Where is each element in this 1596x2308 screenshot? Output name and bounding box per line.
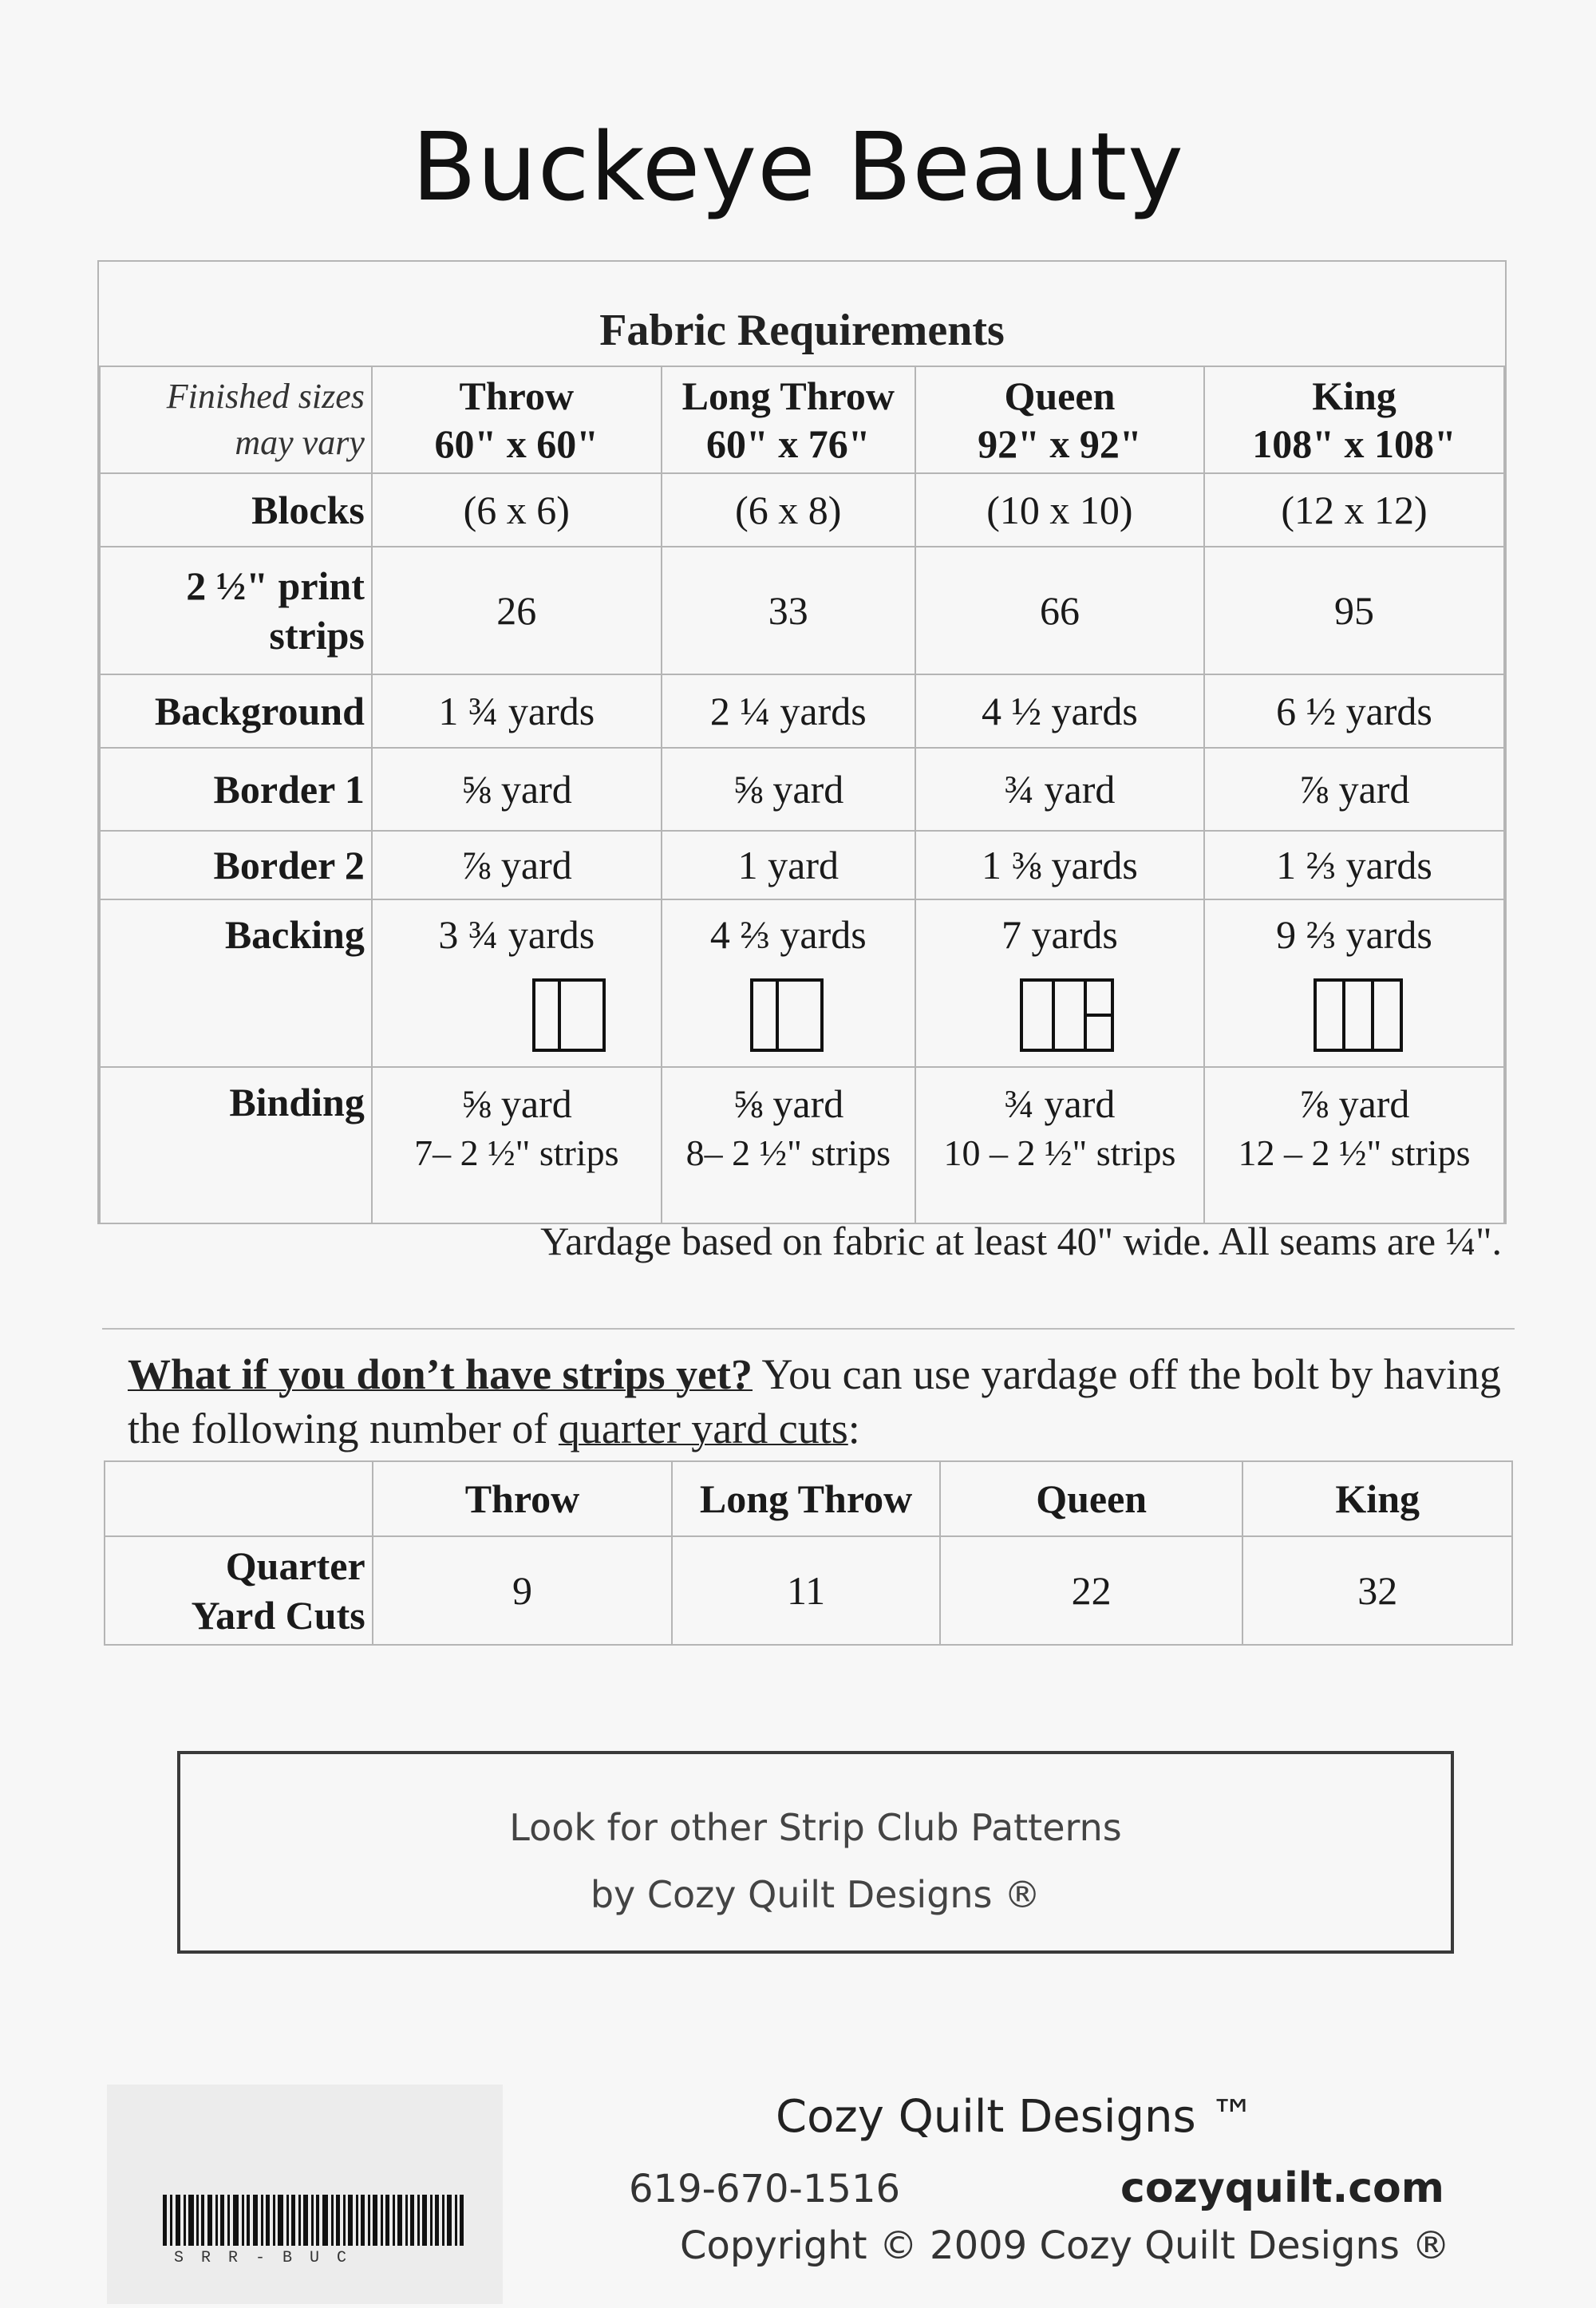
- table-cell: 1 yard: [662, 831, 915, 899]
- row-label: [105, 1536, 373, 1645]
- column-name: Queen: [1004, 373, 1116, 418]
- two-panel-backing-diagram: [750, 978, 824, 1052]
- backing-yardage: 7 yards: [1001, 912, 1118, 957]
- size-note-line1: Finished sizes: [166, 377, 365, 416]
- table-cell: [372, 1067, 662, 1223]
- strip-club-patterns-box: [177, 1751, 1454, 1954]
- column-header-queen: Queen: [940, 1461, 1243, 1536]
- column-name: Throw: [459, 373, 575, 418]
- table-cell: 22: [940, 1536, 1243, 1645]
- row-label: Background: [100, 674, 372, 748]
- footer-brand: Cozy Quilt Designs ™: [776, 2091, 1255, 2143]
- table-cell: 11: [672, 1536, 940, 1645]
- column-size: 92" x 92": [978, 421, 1142, 466]
- table-cell: ⅝ yard: [662, 748, 915, 831]
- three-panel-backing-diagram: [1314, 978, 1403, 1052]
- row-label: Binding: [100, 1067, 372, 1223]
- table-cell: (6 x 8): [662, 473, 915, 547]
- empty-header-cell: [105, 1461, 373, 1536]
- table-cell: (12 x 12): [1204, 473, 1504, 547]
- backing-yardage: 4 ⅔ yards: [709, 912, 867, 957]
- backing-yardage: 9 ⅔ yards: [1276, 912, 1432, 957]
- table-cell: ⅞ yard: [1204, 748, 1504, 831]
- strips-question-paragraph: [128, 1347, 1516, 1456]
- table-cell: 1 ⅔ yards: [1204, 831, 1504, 899]
- table-cell: 66: [915, 547, 1204, 674]
- table-row-background: [100, 674, 1504, 748]
- club-box-line1: Look for other Strip Club Patterns: [509, 1806, 1122, 1849]
- binding-strips: 10 – 2 ½" strips: [943, 1132, 1176, 1173]
- row-label-line1: 2 ½" print: [186, 563, 365, 608]
- barcode-code: SRR-BUC: [174, 2249, 365, 2267]
- table-cell: [915, 1067, 1204, 1223]
- quarter-yard-cuts-link-text: quarter yard cuts: [558, 1405, 848, 1452]
- three-panel-partial-backing-diagram: [1020, 978, 1114, 1052]
- size-note-line2: may vary: [235, 423, 365, 462]
- table-cell: 1 ⅜ yards: [915, 831, 1204, 899]
- table-cell: 26: [372, 547, 662, 674]
- column-header-long-throw: Long Throw: [672, 1461, 940, 1536]
- row-label-line1: Quarter: [225, 1543, 365, 1588]
- column-header-throw: [372, 366, 662, 473]
- table-cell: 95: [1204, 547, 1504, 674]
- table-cell: 9: [373, 1536, 673, 1645]
- barcode-icon: [107, 2085, 503, 2304]
- table-row-quarter-yard-cuts: [105, 1536, 1512, 1645]
- column-size: 60" x 60": [434, 421, 599, 466]
- table-row-border2: [100, 831, 1504, 899]
- column-name: King: [1312, 373, 1396, 418]
- size-note-cell: [100, 366, 372, 473]
- binding-strips: 8– 2 ½" strips: [685, 1132, 891, 1173]
- barcode-label: [107, 2085, 503, 2304]
- row-label: Blocks: [100, 473, 372, 547]
- table-row-backing: [100, 899, 1504, 1067]
- table-row-border1: [100, 748, 1504, 831]
- column-header-king: King: [1242, 1461, 1512, 1536]
- quarter-header-row: [105, 1461, 1512, 1536]
- table-cell: 4 ½ yards: [915, 674, 1204, 748]
- fabric-requirements-table: [99, 366, 1505, 1224]
- quarter-yard-cuts-table: [104, 1460, 1513, 1646]
- row-label: Border 2: [100, 831, 372, 899]
- club-box-line2: by Cozy Quilt Designs ®: [590, 1873, 1041, 1916]
- column-header-throw: Throw: [373, 1461, 673, 1536]
- column-header-king: [1204, 366, 1504, 473]
- binding-yardage: ¾ yard: [1004, 1081, 1116, 1126]
- strips-question: What if you don’t have strips yet?: [128, 1350, 753, 1398]
- footer-website[interactable]: cozyquilt.com: [1120, 2164, 1444, 2212]
- table-cell: [662, 1067, 915, 1223]
- column-header-queen: [915, 366, 1204, 473]
- table-cell: [915, 899, 1204, 1067]
- table-cell: (6 x 6): [372, 473, 662, 547]
- binding-yardage: ⅝ yard: [733, 1081, 844, 1126]
- footer-copyright: Copyright © 2009 Cozy Quilt Designs ®: [680, 2223, 1451, 2268]
- table-cell: 2 ¼ yards: [662, 674, 915, 748]
- row-label-line2: strips: [269, 613, 365, 658]
- footer-phone: 619-670-1516: [629, 2167, 901, 2211]
- table-cell: (10 x 10): [915, 473, 1204, 547]
- table-cell: 33: [662, 547, 915, 674]
- binding-strips: 7– 2 ½" strips: [414, 1132, 619, 1173]
- table-cell: [662, 899, 915, 1067]
- row-label-line2: Yard Cuts: [191, 1593, 365, 1638]
- table-row-print-strips: [100, 547, 1504, 674]
- section-divider: [102, 1328, 1515, 1330]
- binding-strips: 12 – 2 ½" strips: [1238, 1132, 1471, 1173]
- table-cell: ⅝ yard: [372, 748, 662, 831]
- table-cell: 1 ¾ yards: [372, 674, 662, 748]
- table-cell: ⅞ yard: [372, 831, 662, 899]
- column-name: Long Throw: [681, 373, 895, 418]
- table-row-blocks: [100, 473, 1504, 547]
- size-header-row: [100, 366, 1504, 473]
- table-row-binding: [100, 1067, 1504, 1223]
- row-label: Border 1: [100, 748, 372, 831]
- table-cell: [1204, 1067, 1504, 1223]
- backing-yardage: 3 ¾ yards: [438, 912, 595, 957]
- page-title: Buckeye Beauty: [411, 112, 1185, 222]
- table-cell: [372, 899, 662, 1067]
- fabric-requirements-box: [97, 260, 1507, 1224]
- column-header-long-throw: [662, 366, 915, 473]
- row-label: Backing: [100, 899, 372, 1067]
- strips-text-b: :: [847, 1405, 860, 1452]
- fabric-requirements-heading: Fabric Requirements: [599, 306, 1005, 355]
- binding-yardage: ⅝ yard: [460, 1081, 572, 1126]
- table-cell: 6 ½ yards: [1204, 674, 1504, 748]
- table-cell: 32: [1242, 1536, 1512, 1645]
- column-size: 60" x 76": [706, 421, 871, 466]
- strips-text-a: You can use yardage off the bolt by having the following number of: [128, 1350, 1501, 1452]
- binding-yardage: ⅞ yard: [1298, 1081, 1410, 1126]
- two-panel-backing-diagram: [532, 978, 606, 1052]
- yardage-note: Yardage based on fabric at least 40" wide. All seams are ¼".: [540, 1219, 1502, 1263]
- column-size: 108" x 108": [1252, 421, 1456, 466]
- table-cell: [1204, 899, 1504, 1067]
- table-cell: ¾ yard: [915, 748, 1204, 831]
- row-label: [100, 547, 372, 674]
